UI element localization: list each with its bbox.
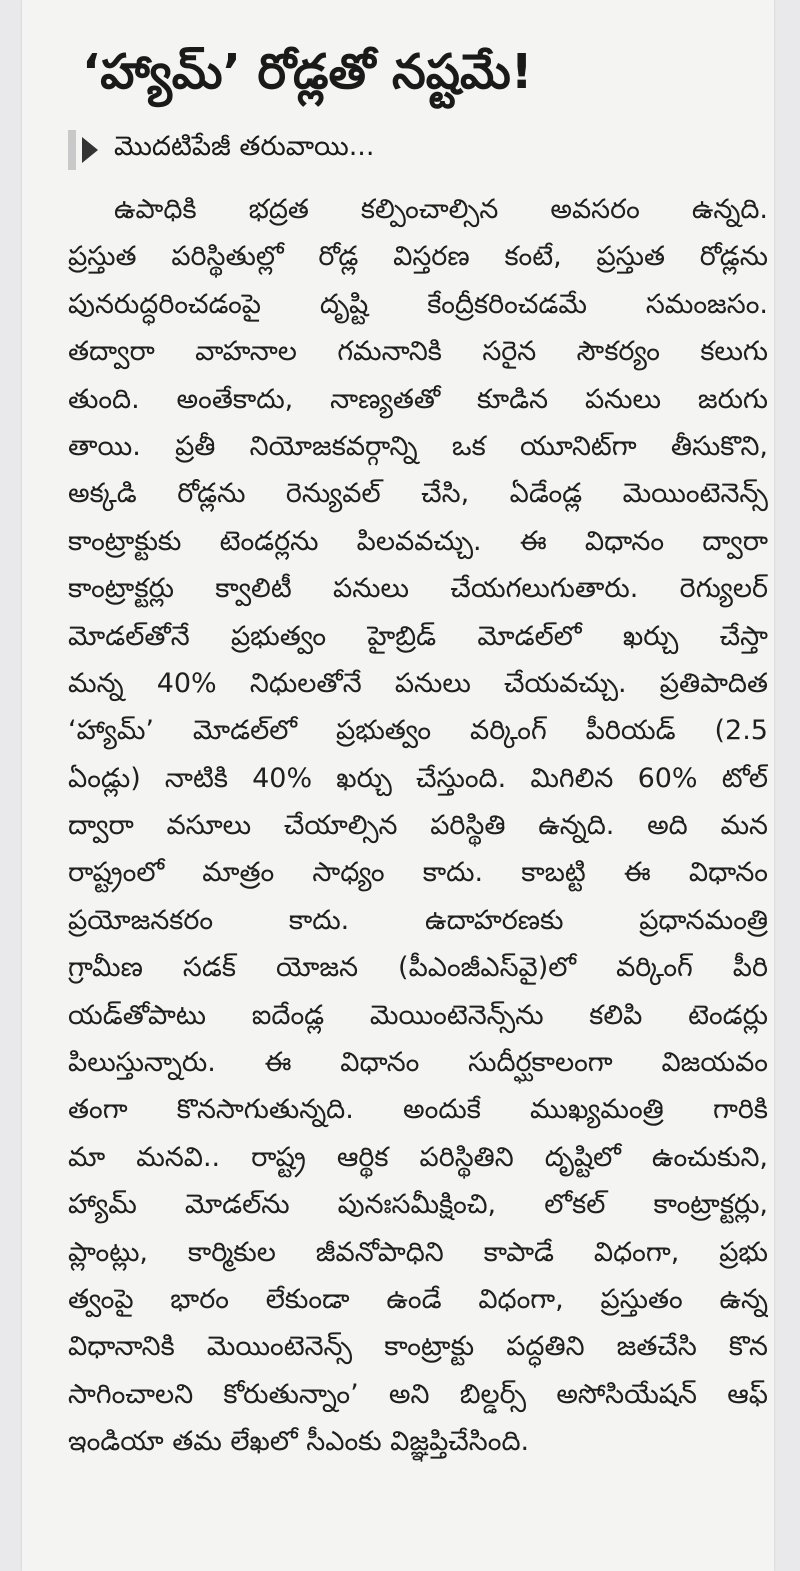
article-line: ఇండియా తమ లేఖలో సీఎంకు విజ్ఞప్తిచేసింది. [68, 1426, 530, 1458]
article-line: తంగా కొనసాగుతున్నది. అందుకే ముఖ్యమంత్రి గారికి [68, 1094, 768, 1126]
article-line: ఏండ్లు) నాటికి 40% ఖర్చు చేస్తుంది. మిగిలిన 60% టోల్ [68, 762, 768, 794]
newspaper-clipping [22, 0, 774, 1571]
continued-from-front-page [68, 126, 374, 174]
article-line: ద్వారా వసూలు చేయాల్సిన పరిస్థితి ఉన్నది. అది మన [68, 810, 768, 842]
article-line: తుంది. అంతేకాదు, నాణ్యతతో కూడిన పనులు జరుగు [68, 383, 768, 415]
article-line: ప్లాంట్లు, కార్మికుల జీవనోపాధిని కాపాడే విధంగా, ప్రభు [68, 1236, 768, 1268]
article-line: హ్యామ్ మోడల్‌ను పునఃసమీక్షించి, లోకల్ కాంట్రాక్టర్లు, [68, 1189, 768, 1221]
article-line: పిలుస్తున్నారు. ఈ విధానం సుదీర్ఘకాలంగా విజయవం [68, 1047, 768, 1079]
article-line: రాష్ట్రంలో మాత్రం సాధ్యం కాదు. కాబట్టి ఈ విధానం [68, 857, 768, 889]
article-line: ప్రయోజనకరం కాదు. ఉదాహరణకు ప్రధానమంత్రి [68, 904, 768, 936]
article-line: అక్కడి రోడ్లను రెన్యువల్ చేసి, ఏడేండ్ల మెయింటెనెన్స్ [68, 478, 768, 510]
article-line: ప్రస్తుత పరిస్థితుల్లో రోడ్ల విస్తరణ కంటే, ప్రస్తుత రోడ్లను [68, 241, 768, 273]
article-line: ఉపాధికి భద్రత కల్పించాల్సిన అవసరం ఉన్నది. [114, 194, 768, 225]
article-line: యడ్‌తోపాటు ఐదేండ్ల మెయింటెనెన్స్‌ను కలిపి టెండర్లు [68, 999, 768, 1031]
article-line: తాయి. ప్రతీ నియోజకవర్గాన్ని ఒక యూనిట్‌గా తీసుకొని, [68, 430, 768, 462]
article-line: విధానానికి మెయింటెనెన్స్ కాంట్రాక్టు పద్ధతిని జతచేసి కొన [68, 1331, 768, 1363]
continued-label: మొదటిపేజీ తరువాయి... [114, 131, 375, 162]
article-body [68, 186, 768, 1466]
article-line: మన్న 40% నిధులతోనే పనులు చేయవచ్చు. ప్రతిపాదిత [68, 667, 768, 699]
article-headline: ‘హ్యామ్’ రోడ్లతో నష్టమే! [82, 44, 533, 100]
article-line: త్వంపై భారం లేకుండా ఉండే విధంగా, ప్రస్తుతం ఉన్న [68, 1283, 768, 1315]
article-line: గ్రామీణ సడక్ యోజన (పీఎంజీఎస్‌వై)లో వర్కింగ్ పీరి [68, 952, 768, 984]
arrow-right-icon [82, 137, 98, 163]
article-line: పునరుద్ధరించడంపై దృష్టి కేంద్రీకరించడమే సమంజసం. [68, 288, 768, 320]
grey-bar-marker [68, 130, 76, 170]
article-line: కాంట్రాక్టర్లు క్వాలిటీ పనులు చేయగలుగుతారు. రెగ్యులర్ [68, 573, 768, 605]
article-line: తద్వారా వాహనాల గమనానికి సరైన సౌకర్యం కలుగు [68, 336, 768, 368]
article-line: సాగించాలని కోరుతున్నాం’ అని బిల్డర్స్ అసోసియేషన్ ఆఫ్ [68, 1378, 768, 1410]
article-line: మోడల్‌తోనే ప్రభుత్వం హైబ్రిడ్ మోడల్‌లో ఖర్చు చేస్తా [68, 620, 768, 652]
article-line: మా మనవి.. రాష్ట్ర ఆర్థిక పరిస్థితిని దృష్టిలో ఉంచుకుని, [68, 1141, 768, 1173]
article-line: కాంట్రాక్టుకు టెండర్లను పిలవవచ్చు. ఈ విధానం ద్వారా [68, 525, 768, 557]
article-line: ‘హ్యామ్’ మోడల్‌లో ప్రభుత్వం వర్కింగ్ పీరియడ్ (2.5 [68, 715, 768, 747]
